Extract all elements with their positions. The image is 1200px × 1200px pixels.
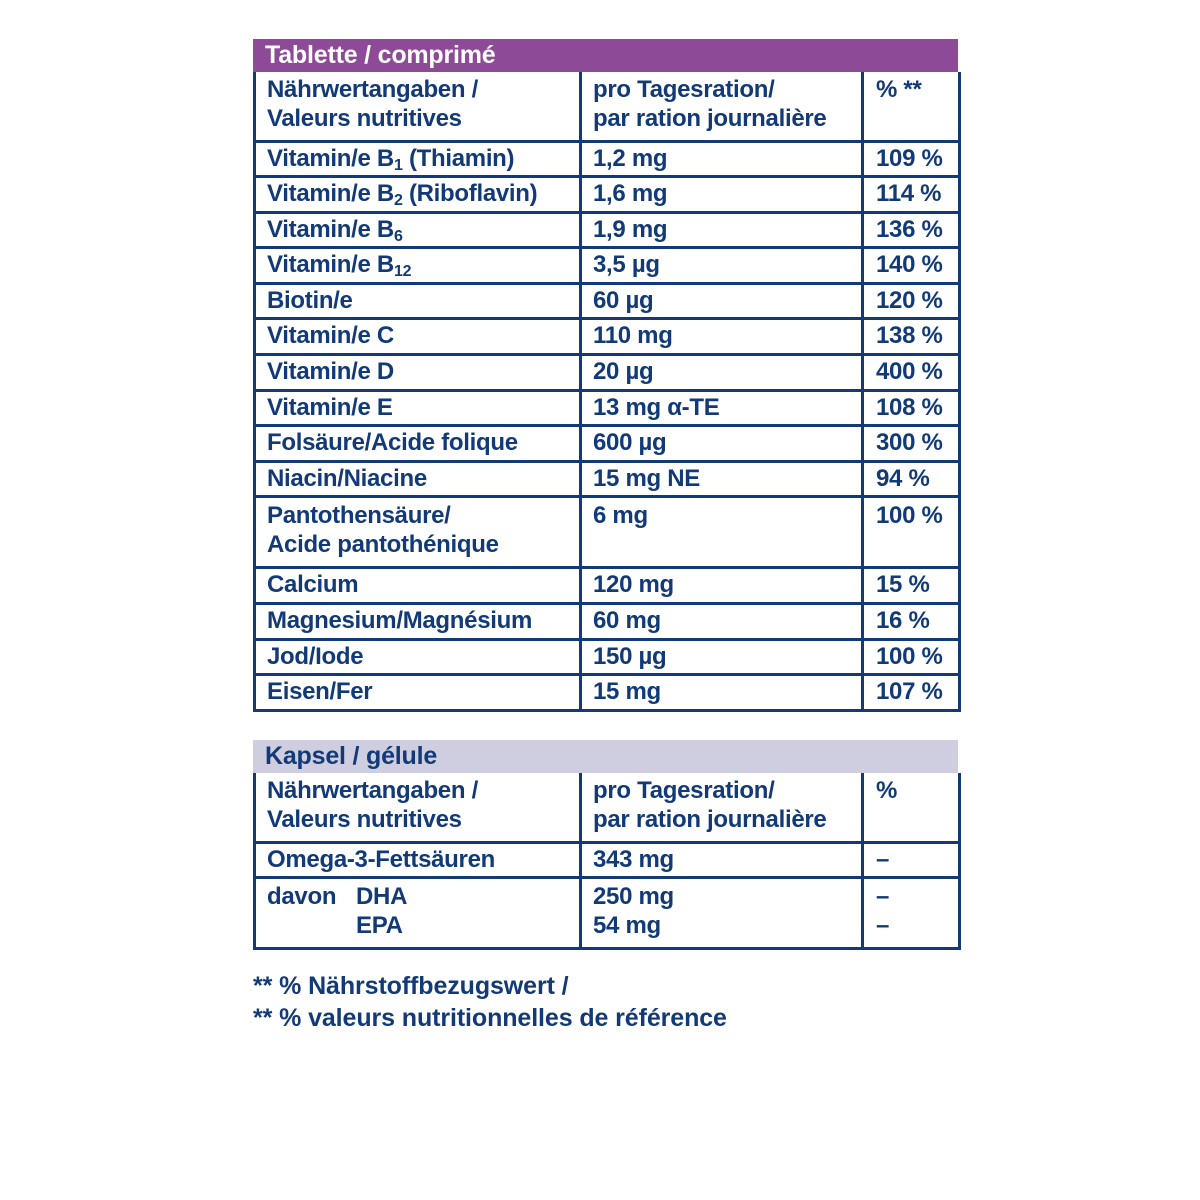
- tablet-header-row: [255, 72, 960, 141]
- epa-amount: 54 mg: [593, 912, 661, 940]
- nutrient-name: Folsäure/Acide folique: [255, 426, 581, 462]
- tablet-nutrition-table: [253, 72, 961, 712]
- capsule-title: Kapsel / gélule: [253, 740, 958, 773]
- nutrient-percent: 109 %: [863, 141, 960, 177]
- capsule-nutrition-table: [253, 773, 961, 950]
- table-row: [255, 426, 960, 462]
- nutrient-amount: [581, 878, 863, 949]
- table-row: [255, 604, 960, 640]
- nutrient-amount: 1,2 mg: [581, 141, 863, 177]
- nutrient-percent: –: [863, 842, 960, 878]
- header-percent: % **: [863, 72, 960, 141]
- nutrient-name: Calcium: [255, 568, 581, 604]
- dha-label: DHA: [356, 883, 408, 911]
- nutrient-name: Vitamin/e $B_6$: [255, 212, 581, 248]
- table-row: [255, 212, 960, 248]
- dha-amount: 250 mg: [593, 883, 674, 911]
- nutrient-name: Vitamin/e $B_{12}$: [255, 248, 581, 284]
- nutrient-amount: 15 mg NE: [581, 461, 863, 497]
- nutrient-percent: 108 %: [863, 390, 960, 426]
- nutrient-amount: 20 µg: [581, 355, 863, 391]
- nutrient-amount: 110 mg: [581, 319, 863, 355]
- nutrient-amount: 60 µg: [581, 283, 863, 319]
- nutrient-percent: 100 %: [863, 497, 960, 568]
- nutrient-amount: 1,6 mg: [581, 177, 863, 213]
- nutrient-percent: 300 %: [863, 426, 960, 462]
- nutrient-name: Niacin/Niacine: [255, 461, 581, 497]
- footnote-line: ** % Nährstoffbezugswert /: [253, 972, 569, 1000]
- header-daily-ration: pro Tagesration/ par ration journalière: [581, 72, 863, 141]
- table-row: [255, 177, 960, 213]
- nutrient-percent: 140 %: [863, 248, 960, 284]
- nutrient-amount: 15 mg: [581, 675, 863, 711]
- header-nutrients: Nährwertangaben / Valeurs nutritives: [255, 72, 581, 141]
- table-row: [255, 675, 960, 711]
- table-row-davon: [255, 878, 960, 949]
- nutrient-percent: 120 %: [863, 283, 960, 319]
- nutrient-percent: 100 %: [863, 639, 960, 675]
- header-daily-ration: pro Tagesration/ par ration journalière: [581, 773, 863, 842]
- nutrient-percent: 94 %: [863, 461, 960, 497]
- nutrient-amount: 13 mg α-TE: [581, 390, 863, 426]
- nutrient-percent: [863, 878, 960, 949]
- nutrient-name: Jod/Iode: [255, 639, 581, 675]
- nutrient-amount: 60 mg: [581, 604, 863, 640]
- table-row: [255, 355, 960, 391]
- nutrient-name: Vitamin/e E: [255, 390, 581, 426]
- table-row: [255, 390, 960, 426]
- epa-label: EPA: [356, 912, 403, 940]
- nutrient-name: Biotin/e: [255, 283, 581, 319]
- nutrient-amount: 150 µg: [581, 639, 863, 675]
- nutrient-amount: 600 µg: [581, 426, 863, 462]
- nutrient-name: Vitamin/e D: [255, 355, 581, 391]
- table-row: [255, 639, 960, 675]
- nutrient-percent: 400 %: [863, 355, 960, 391]
- nutrient-amount: 1,9 mg: [581, 212, 863, 248]
- nutrient-name: Vitamin/e $B_1$ (Thiamin): [255, 141, 581, 177]
- nutrient-name: Vitamin/e C: [255, 319, 581, 355]
- nutrient-amount: 6 mg: [581, 497, 863, 568]
- nutrient-name: Vitamin/e $B_2$ (Riboflavin): [255, 177, 581, 213]
- table-row: [255, 842, 960, 878]
- table-row: [255, 568, 960, 604]
- footnote-line: ** % valeurs nutritionnelles de référence: [253, 1004, 727, 1032]
- nutrient-percent: 114 %: [863, 177, 960, 213]
- header-percent: %: [863, 773, 960, 842]
- header-nutrients: Nährwertangaben / Valeurs nutritives: [255, 773, 581, 842]
- nutrient-amount: 343 mg: [581, 842, 863, 878]
- davon-label: davon: [267, 883, 337, 911]
- nutrient-amount: 120 mg: [581, 568, 863, 604]
- table-row: [255, 283, 960, 319]
- nutrient-percent: 136 %: [863, 212, 960, 248]
- capsule-header-row: [255, 773, 960, 842]
- nutrient-percent: 138 %: [863, 319, 960, 355]
- tablet-panel: [253, 39, 958, 712]
- footnote: [253, 970, 727, 1034]
- table-row: [255, 497, 960, 568]
- table-row: [255, 319, 960, 355]
- nutrient-name: Eisen/Fer: [255, 675, 581, 711]
- nutrient-name: Omega-3-Fettsäuren: [255, 842, 581, 878]
- nutrient-name: [255, 878, 581, 949]
- tablet-title: Tablette / comprimé: [253, 39, 958, 72]
- nutrient-name: Pantothensäure/ Acide pantothénique: [255, 497, 581, 568]
- table-row: [255, 248, 960, 284]
- epa-percent: –: [876, 912, 890, 940]
- capsule-panel: [253, 740, 958, 950]
- table-row: [255, 141, 960, 177]
- dha-percent: –: [876, 883, 890, 911]
- nutrient-percent: 107 %: [863, 675, 960, 711]
- nutrient-name: Magnesium/Magnésium: [255, 604, 581, 640]
- nutrient-percent: 15 %: [863, 568, 960, 604]
- table-row: [255, 461, 960, 497]
- nutrient-percent: 16 %: [863, 604, 960, 640]
- nutrient-amount: 3,5 µg: [581, 248, 863, 284]
